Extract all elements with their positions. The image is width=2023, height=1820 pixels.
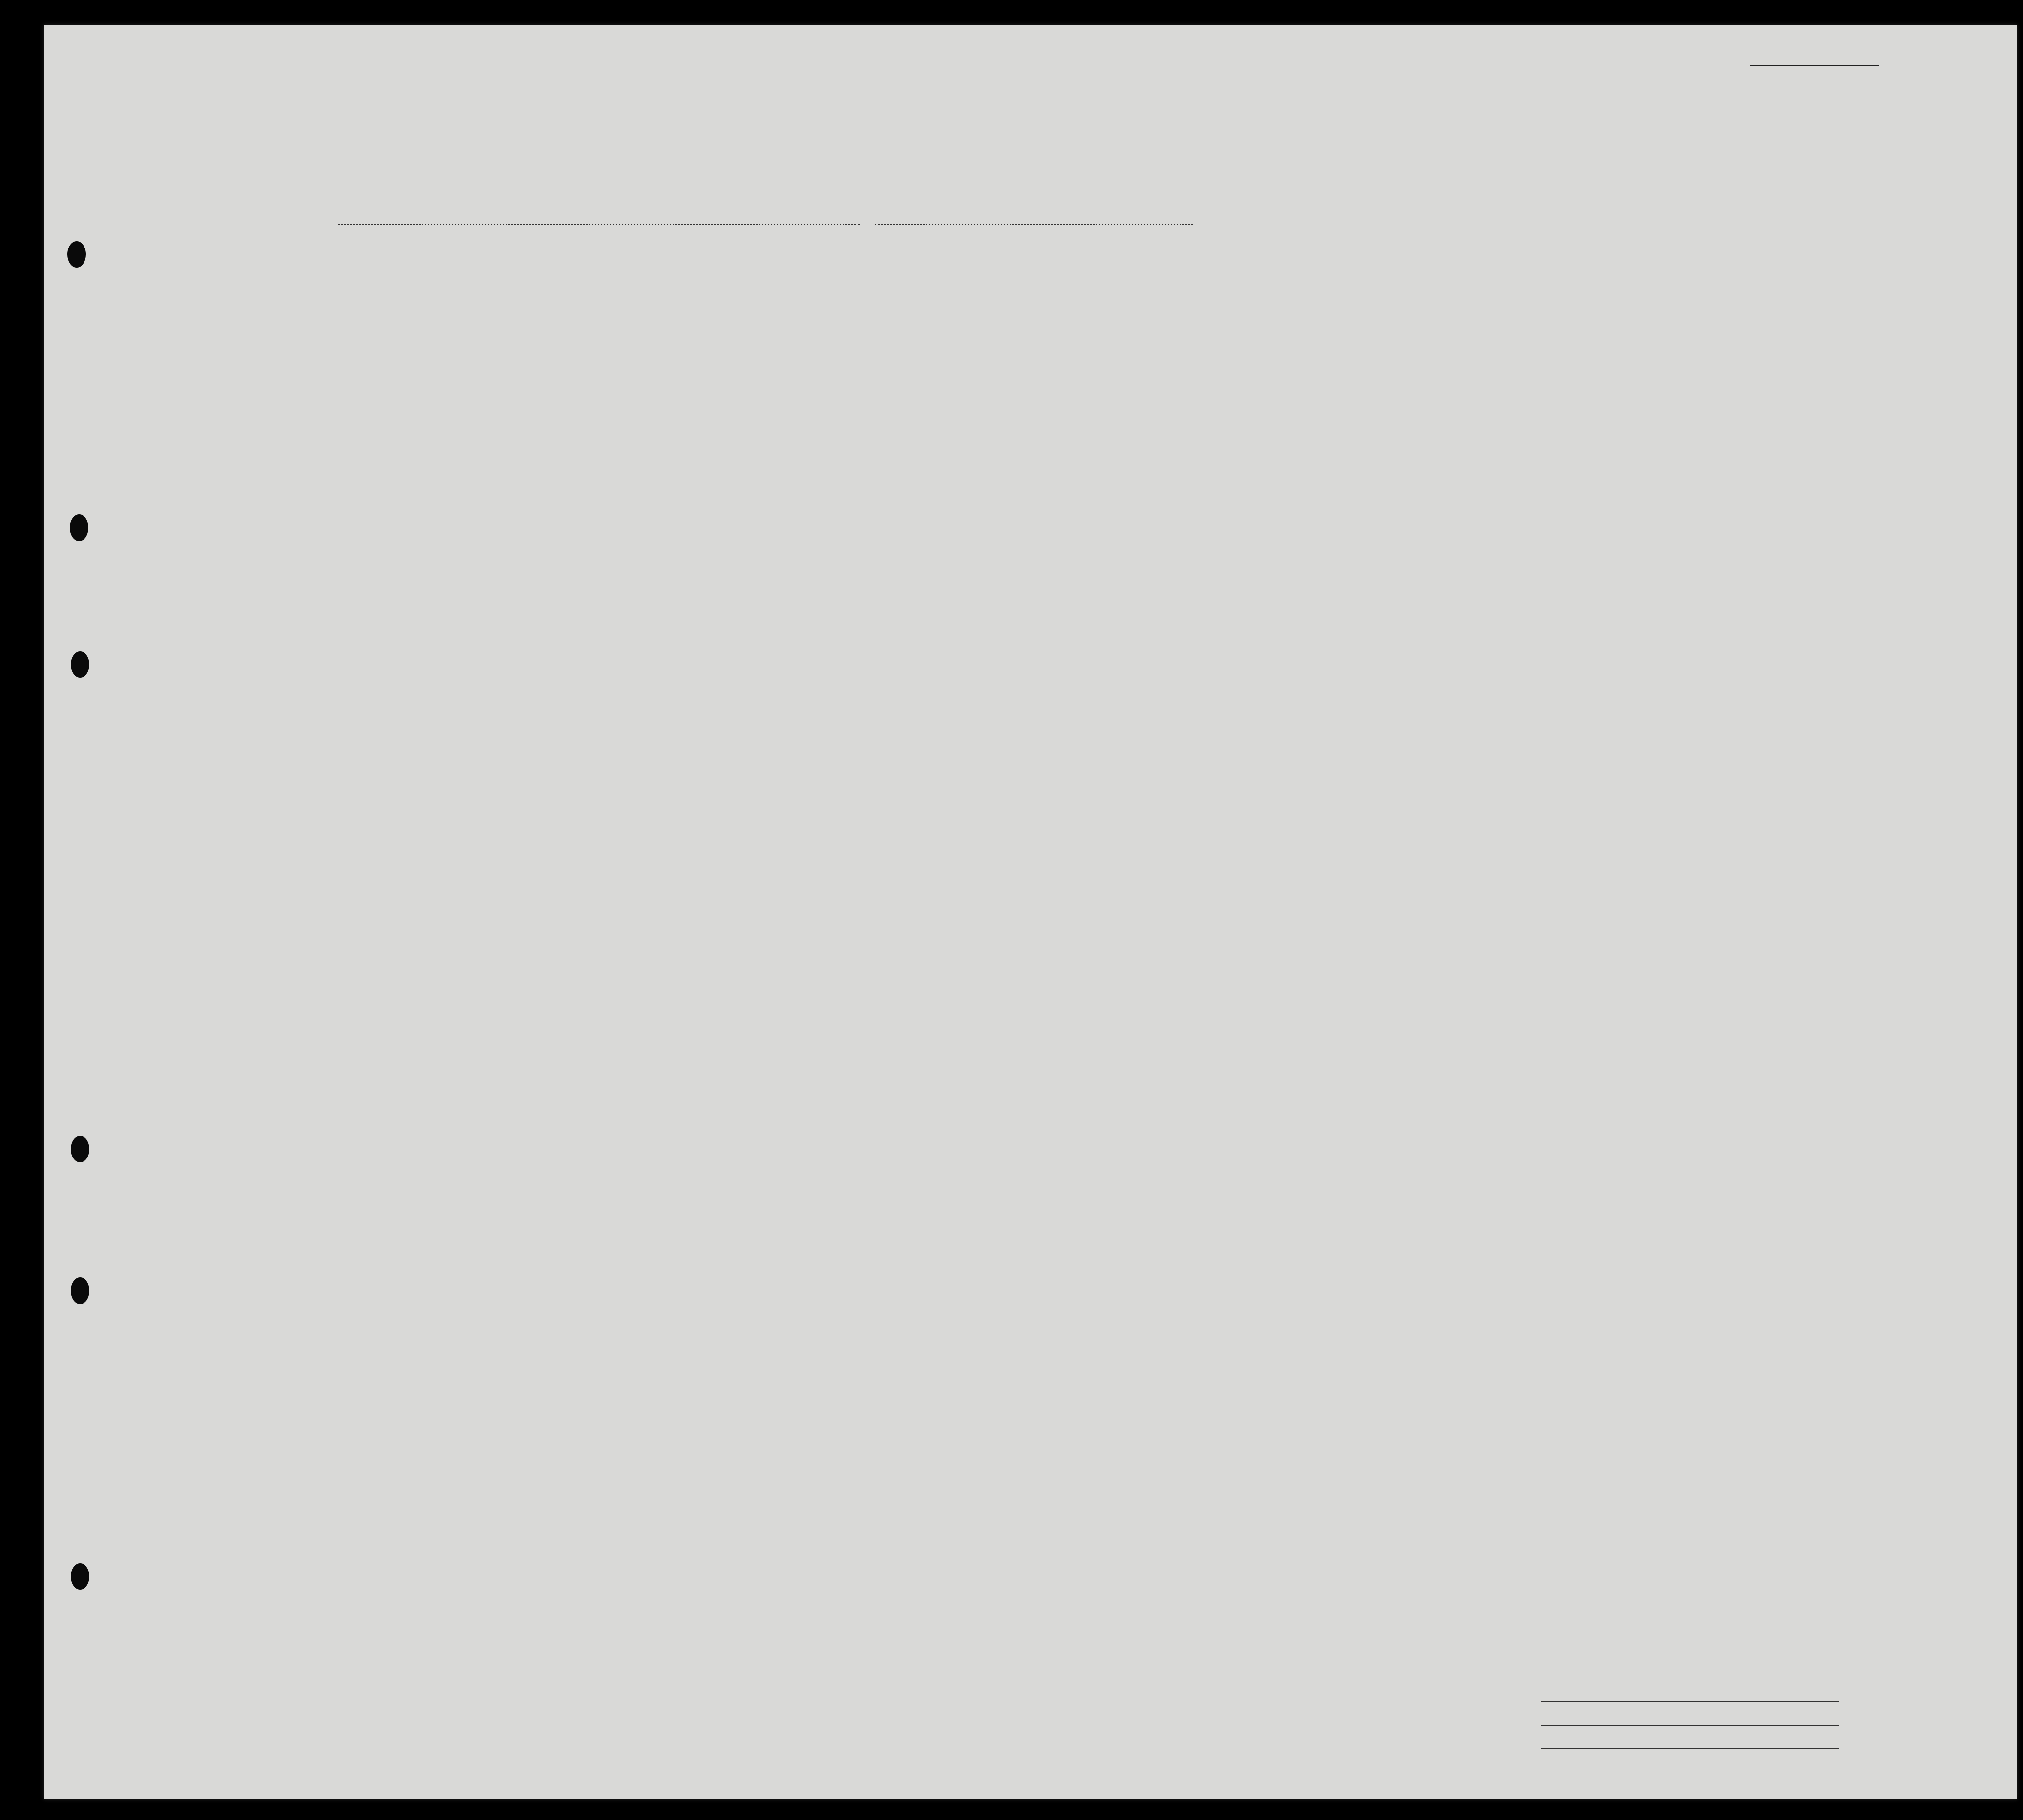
agents-rule: [1541, 1748, 1839, 1749]
line-rule: [1541, 1701, 1839, 1702]
owners-rule: [1541, 1725, 1839, 1726]
